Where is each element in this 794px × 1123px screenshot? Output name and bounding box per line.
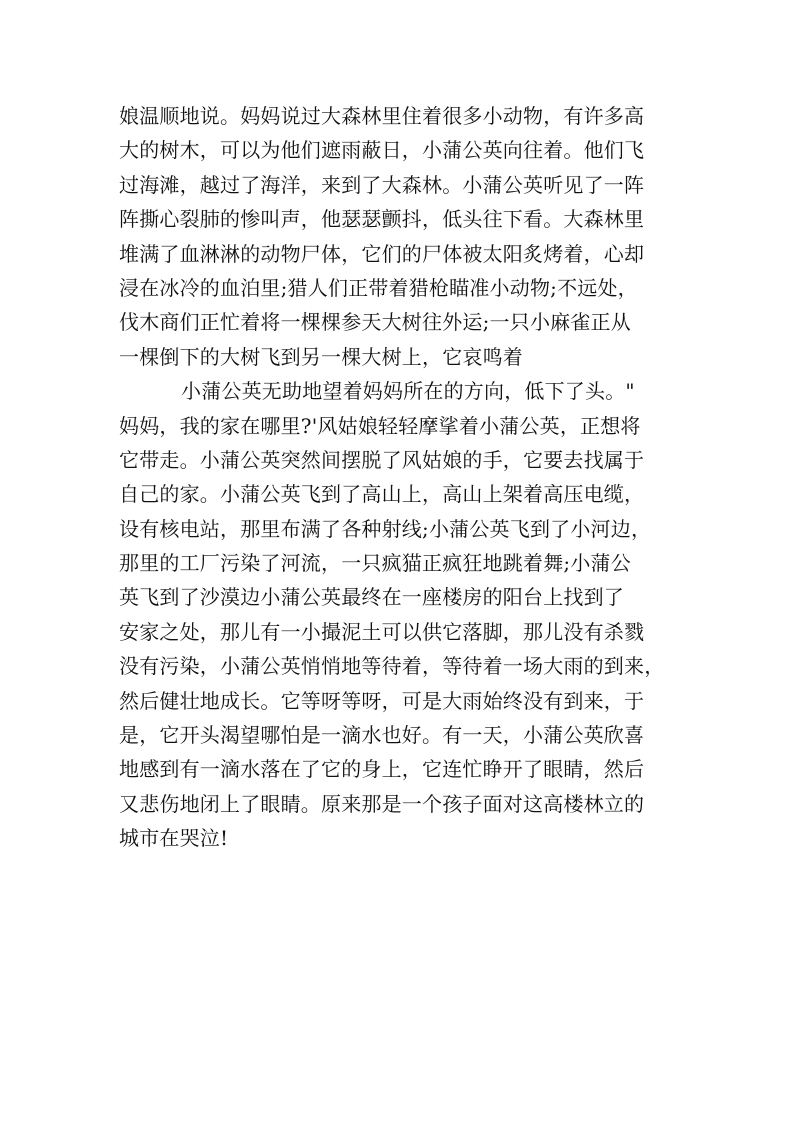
paragraph-start-line: 小蒲公英无助地望着妈妈所在的方向，低下了头。" <box>181 379 635 404</box>
text-line: 自己的家。小蒲公英飞到了高山上，高山上架着高压电缆， <box>119 482 645 507</box>
text-line: 阵撕心裂肺的惨叫声，他瑟瑟颤抖，低头往下看。大森林里 <box>119 207 645 232</box>
text-line: 大的树木，可以为他们遮雨蔽日，小蒲公英向往着。他们飞 <box>119 138 645 163</box>
text-line: 安家之处，那儿有一小撮泥土可以供它落脚，那儿没有杀戮 <box>119 619 645 644</box>
text-line: 设有核电站，那里布满了各种射线;小蒲公英飞到了小河边， <box>119 516 652 541</box>
text-line: 是，它开头渴望哪怕是一滴水也好。有一天，小蒲公英欣喜 <box>119 723 645 748</box>
text-line: 又悲伤地闭上了眼睛。原来那是一个孩子面对这高楼林立的 <box>119 791 645 816</box>
text-line: 英飞到了沙漠边小蒲公英最终在一座楼房的阳台上找到了 <box>119 585 624 610</box>
text-line: 它带走。小蒲公英突然间摆脱了风姑娘的手，它要去找属于 <box>119 447 645 472</box>
text-line: 然后健壮地成长。它等呀等呀，可是大雨始终没有到来，于 <box>119 688 645 713</box>
text-line: 浸在冰冷的血泊里;猎人们正带着猎枪瞄准小动物;不远处， <box>119 275 638 300</box>
text-line: 堆满了血淋淋的动物尸体，它们的尸体被太阳炙烤着，心却 <box>119 241 645 266</box>
text-line: 没有污染，小蒲公英悄悄地等待着，等待着一场大雨的到来， <box>119 654 665 679</box>
text-line: 娘温顺地说。妈妈说过大森林里住着很多小动物，有许多高 <box>119 104 645 128</box>
text-line: 地感到有一滴水落在了它的身上，它连忙睁开了眼睛，然后 <box>119 757 645 782</box>
text-line: 伐木商们正忙着将一棵棵参天大树往外运;一只小麻雀正从 <box>119 310 631 335</box>
text-line: 妈妈，我的家在哪里?'风姑娘轻轻摩挲着小蒲公英，正想将 <box>119 413 641 438</box>
text-line: 那里的工厂污染了河流，一只疯猫正疯狂地跳着舞;小蒲公 <box>119 551 631 576</box>
text-line: 城市在哭泣! <box>119 826 229 851</box>
text-line: 一棵倒下的大树飞到另一棵大树上，它哀鸣着 <box>119 344 523 369</box>
story-text <box>119 99 679 856</box>
text-line: 过海滩，越过了海洋，来到了大森林。小蒲公英听见了一阵 <box>119 172 645 197</box>
